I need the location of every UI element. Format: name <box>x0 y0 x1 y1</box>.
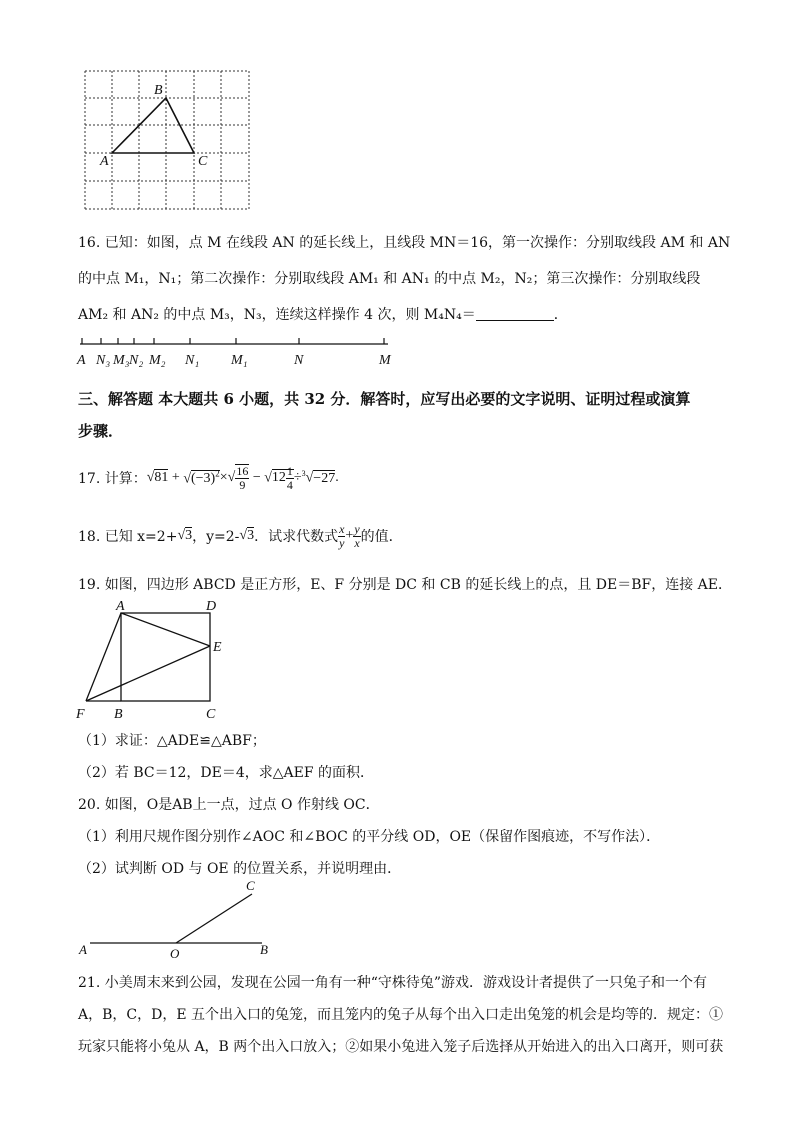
frac-x-over-y: $\frac{x}{y}$ <box>339 521 345 550</box>
q18-prefix: 18. 已知 x=2+ <box>78 529 178 545</box>
minus-sign: − <box>252 470 261 485</box>
q19-stem: 19. 如图，四边形 ABCD 是正方形，E、F 分别是 DC 和 CB 的延长线上的点，且 DE＝BF，连接 AE． <box>78 577 733 593</box>
q16-line3-text: AM₂ 和 AN₂ 的中点 M₃，N₃，连续这样操作 4 次，则 M₄N₄＝ <box>78 307 476 323</box>
ray-figure <box>76 876 276 960</box>
q17-prefix: 17. 计算： <box>78 471 147 487</box>
point-label: N₂ <box>129 353 144 368</box>
label-A: A <box>100 154 109 169</box>
square-figure <box>70 596 240 724</box>
sqrt-3-b: √3 <box>239 528 255 543</box>
q17-end: . <box>335 470 339 485</box>
grid-triangle-figure <box>82 68 254 214</box>
label-D: D <box>206 599 217 614</box>
section3-heading-cont: 步骤． <box>78 422 124 440</box>
q17: 17. 计算： √81 + $√(-3)^2$ × √ $\frac{16}{9}$ − √12 $\frac{1}{4}$ ÷ $^3$√−27 . <box>78 463 339 492</box>
label-F: F <box>76 707 85 722</box>
q19-part2: （2）若 BC＝12，DE＝4，求△AEF 的面积． <box>78 765 375 781</box>
point-label: M₁ <box>231 353 248 368</box>
q16-line1: 16. 已知：如图，点 M 在线段 AN 的延长线上，且线段 MN＝16，第一次操作：分别取线段 AM 和 AN <box>78 235 731 251</box>
cube-root: $^3$√−27 <box>301 469 336 486</box>
point-label: M₂ <box>149 353 166 368</box>
label-A: A <box>79 942 87 957</box>
q18-end: 的值． <box>360 529 403 545</box>
section3-heading: 三、解答题 本大题共 6 小题，共 32 分．解答时，应写出必要的文字说明、证明过程或演算 <box>78 390 691 408</box>
sqrt-mixed: √12 $\frac{1}{4}$ <box>264 463 293 492</box>
frac-y-over-x: $\frac{y}{x}$ <box>354 521 360 550</box>
plus-sign: + <box>345 528 354 543</box>
sqrt-3-a: √3 <box>177 528 193 543</box>
sqrt-81: √81 <box>146 470 169 485</box>
q20-part1: （1）利用尺规作图分别作∠AOC 和∠BOC 的平分线 OD，OE（保留作图痕迹，不写作法）． <box>78 829 661 845</box>
label-O: O <box>170 946 180 960</box>
label-C: C <box>246 878 255 893</box>
q21-line2: A，B，C，D，E 五个出入口的兔笼，而且笼内的兔子从每个出入口走出兔笼的机会是均等的．规定：① <box>78 1007 724 1023</box>
point-label: N <box>294 353 304 368</box>
point-label: M₃ <box>113 353 130 368</box>
answer-blank[interactable] <box>476 306 554 321</box>
times-sign: × <box>219 470 228 485</box>
point-label: N₃ <box>96 353 111 368</box>
label-A: A <box>116 599 125 614</box>
point-label: A <box>77 353 86 368</box>
q21-line1: 21. 小美周末来到公园，发现在公园一角有一种“守株待兔”游戏．游戏设计者提供了一只兔子和一个有 <box>78 975 708 991</box>
div-sign: ÷ <box>293 470 302 485</box>
q16-line3 <box>78 304 568 324</box>
q18-mid: ，y=2- <box>192 529 240 545</box>
q18-mid2: ．试求代数式 <box>254 529 339 545</box>
label-B: B <box>114 707 123 722</box>
q16-line2: 的中点 M₁，N₁；第二次操作：分别取线段 AM₁ 和 AN₁ 的中点 M₂，N₂；第三次操作：分别取线段 <box>78 271 701 287</box>
q18 <box>78 516 403 556</box>
q19-part1: （1）求证：△ADE≌△ABF； <box>78 733 266 749</box>
label-E: E <box>213 640 222 655</box>
q20-part2: （2）试判断 OD 与 OE 的位置关系，并说明理由． <box>78 861 402 877</box>
q21-line3: 玩家只能将小兔从 A，B 两个出入口放入；②如果小兔进入笼子后选择从开始进入的出入口离开，则可获 <box>78 1039 724 1055</box>
label-B: B <box>154 83 163 98</box>
q20-stem: 20. 如图，O是AB上一点，过点 O 作射线 OC． <box>78 797 380 813</box>
sqrt-neg3-squared: $√(-3)^2$ <box>183 468 220 487</box>
label-C: C <box>198 154 208 169</box>
sqrt-fraction: √ $\frac{16}{9}$ <box>227 464 249 492</box>
point-label: N₁ <box>185 353 200 368</box>
label-C: C <box>206 707 216 722</box>
q16-line3-end: ． <box>553 307 568 323</box>
label-B: B <box>260 942 268 957</box>
point-label: M <box>379 353 391 368</box>
number-line-figure <box>70 334 400 372</box>
